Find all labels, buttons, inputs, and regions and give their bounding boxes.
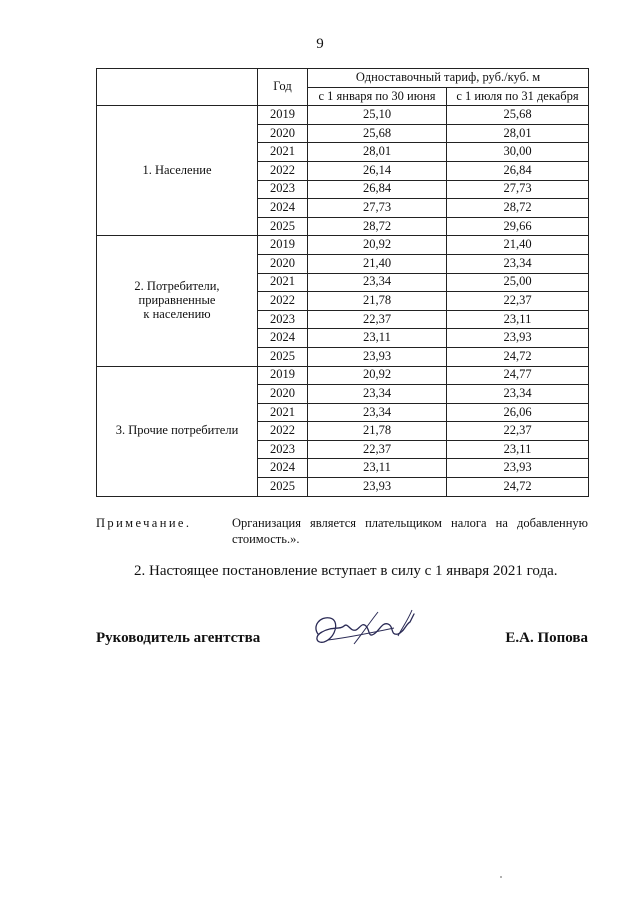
second-half-tariff-cell: 24,72 [447,347,589,366]
first-half-tariff-cell: 26,14 [308,161,447,180]
first-half-tariff-cell: 23,34 [308,273,447,292]
year-cell: 2020 [258,124,308,143]
year-cell: 2021 [258,143,308,162]
year-cell: 2025 [258,347,308,366]
first-half-tariff-cell: 25,68 [308,124,447,143]
second-half-tariff-cell: 23,93 [447,329,589,348]
first-half-tariff-cell: 27,73 [308,199,447,218]
first-half-tariff-cell: 23,34 [308,403,447,422]
table-body [97,106,589,496]
year-cell: 2024 [258,329,308,348]
first-half-tariff-cell: 26,84 [308,180,447,199]
first-half-tariff-cell: 23,93 [308,347,447,366]
second-half-tariff-cell: 27,73 [447,180,589,199]
year-cell: 2019 [258,236,308,255]
year-cell: 2022 [258,292,308,311]
year-cell: 2020 [258,254,308,273]
tariff-table [96,68,589,497]
first-half-tariff-cell: 22,37 [308,310,447,329]
table-row [97,236,589,255]
second-half-tariff-cell: 23,34 [447,385,589,404]
consumer-category-line: приравненные [138,293,216,308]
scan-speck [500,876,502,878]
second-half-tariff-cell: 23,11 [447,440,589,459]
consumer-category [97,236,258,366]
first-half-tariff-cell: 28,72 [308,217,447,236]
year-cell: 2023 [258,180,308,199]
year-cell: 2025 [258,217,308,236]
handwritten-signature [310,604,422,654]
note-label: Примечание. [96,516,192,530]
year-cell: 2021 [258,403,308,422]
second-half-tariff-cell: 26,06 [447,403,589,422]
second-half-tariff-cell: 28,01 [447,124,589,143]
header-first-half: с 1 января по 30 июня [308,87,447,106]
signatory-title: Руководитель агентства [96,630,261,646]
table-row [97,106,589,125]
year-cell: 2025 [258,478,308,497]
header-category-empty [97,69,258,106]
second-half-tariff-cell: 24,72 [447,478,589,497]
note-text: Организация является плательщиком налога на добавленную стоимость.». [232,516,588,546]
second-half-tariff-cell: 23,11 [447,310,589,329]
header-tariff: Одноставочный тариф, руб./куб. м [308,69,589,88]
consumer-category-line: к населению [143,306,211,321]
header-year: Год [258,69,308,106]
first-half-tariff-cell: 21,78 [308,292,447,311]
year-cell: 2024 [258,199,308,218]
first-half-tariff-cell: 23,11 [308,329,447,348]
year-cell: 2019 [258,106,308,125]
consumer-category-line: 1. Население [142,162,212,177]
consumer-category [97,366,258,496]
year-cell: 2021 [258,273,308,292]
first-half-tariff-cell: 21,40 [308,254,447,273]
second-half-tariff-cell: 21,40 [447,236,589,255]
second-half-tariff-cell: 29,66 [447,217,589,236]
year-cell: 2022 [258,161,308,180]
second-half-tariff-cell: 28,72 [447,199,589,218]
effective-date-clause: 2. Настоящее постановление вступает в силу с 1 января 2021 года. [134,563,558,579]
table-row [97,366,589,385]
first-half-tariff-cell: 28,01 [308,143,447,162]
year-cell: 2023 [258,440,308,459]
second-half-tariff-cell: 23,34 [447,254,589,273]
header-second-half: с 1 июля по 31 декабря [447,87,589,106]
first-half-tariff-cell: 23,11 [308,459,447,478]
first-half-tariff-cell: 23,34 [308,385,447,404]
second-half-tariff-cell: 26,84 [447,161,589,180]
first-half-tariff-cell: 23,93 [308,478,447,497]
year-cell: 2019 [258,366,308,385]
first-half-tariff-cell: 20,92 [308,236,447,255]
year-cell: 2022 [258,422,308,441]
second-half-tariff-cell: 25,00 [447,273,589,292]
year-cell: 2023 [258,310,308,329]
year-cell: 2020 [258,385,308,404]
first-half-tariff-cell: 20,92 [308,366,447,385]
second-half-tariff-cell: 25,68 [447,106,589,125]
page-number: 9 [316,36,324,52]
second-half-tariff-cell: 22,37 [447,292,589,311]
year-cell: 2024 [258,459,308,478]
table-header-row [97,69,589,88]
first-half-tariff-cell: 21,78 [308,422,447,441]
first-half-tariff-cell: 22,37 [308,440,447,459]
consumer-category-line: 3. Прочие потребители [115,423,239,438]
signatory-name: Е.А. Попова [505,630,588,646]
consumer-category [97,106,258,236]
first-half-tariff-cell: 25,10 [308,106,447,125]
consumer-category-line: 2. Потребители, [134,279,220,294]
second-half-tariff-cell: 24,77 [447,366,589,385]
second-half-tariff-cell: 30,00 [447,143,589,162]
second-half-tariff-cell: 23,93 [447,459,589,478]
second-half-tariff-cell: 22,37 [447,422,589,441]
